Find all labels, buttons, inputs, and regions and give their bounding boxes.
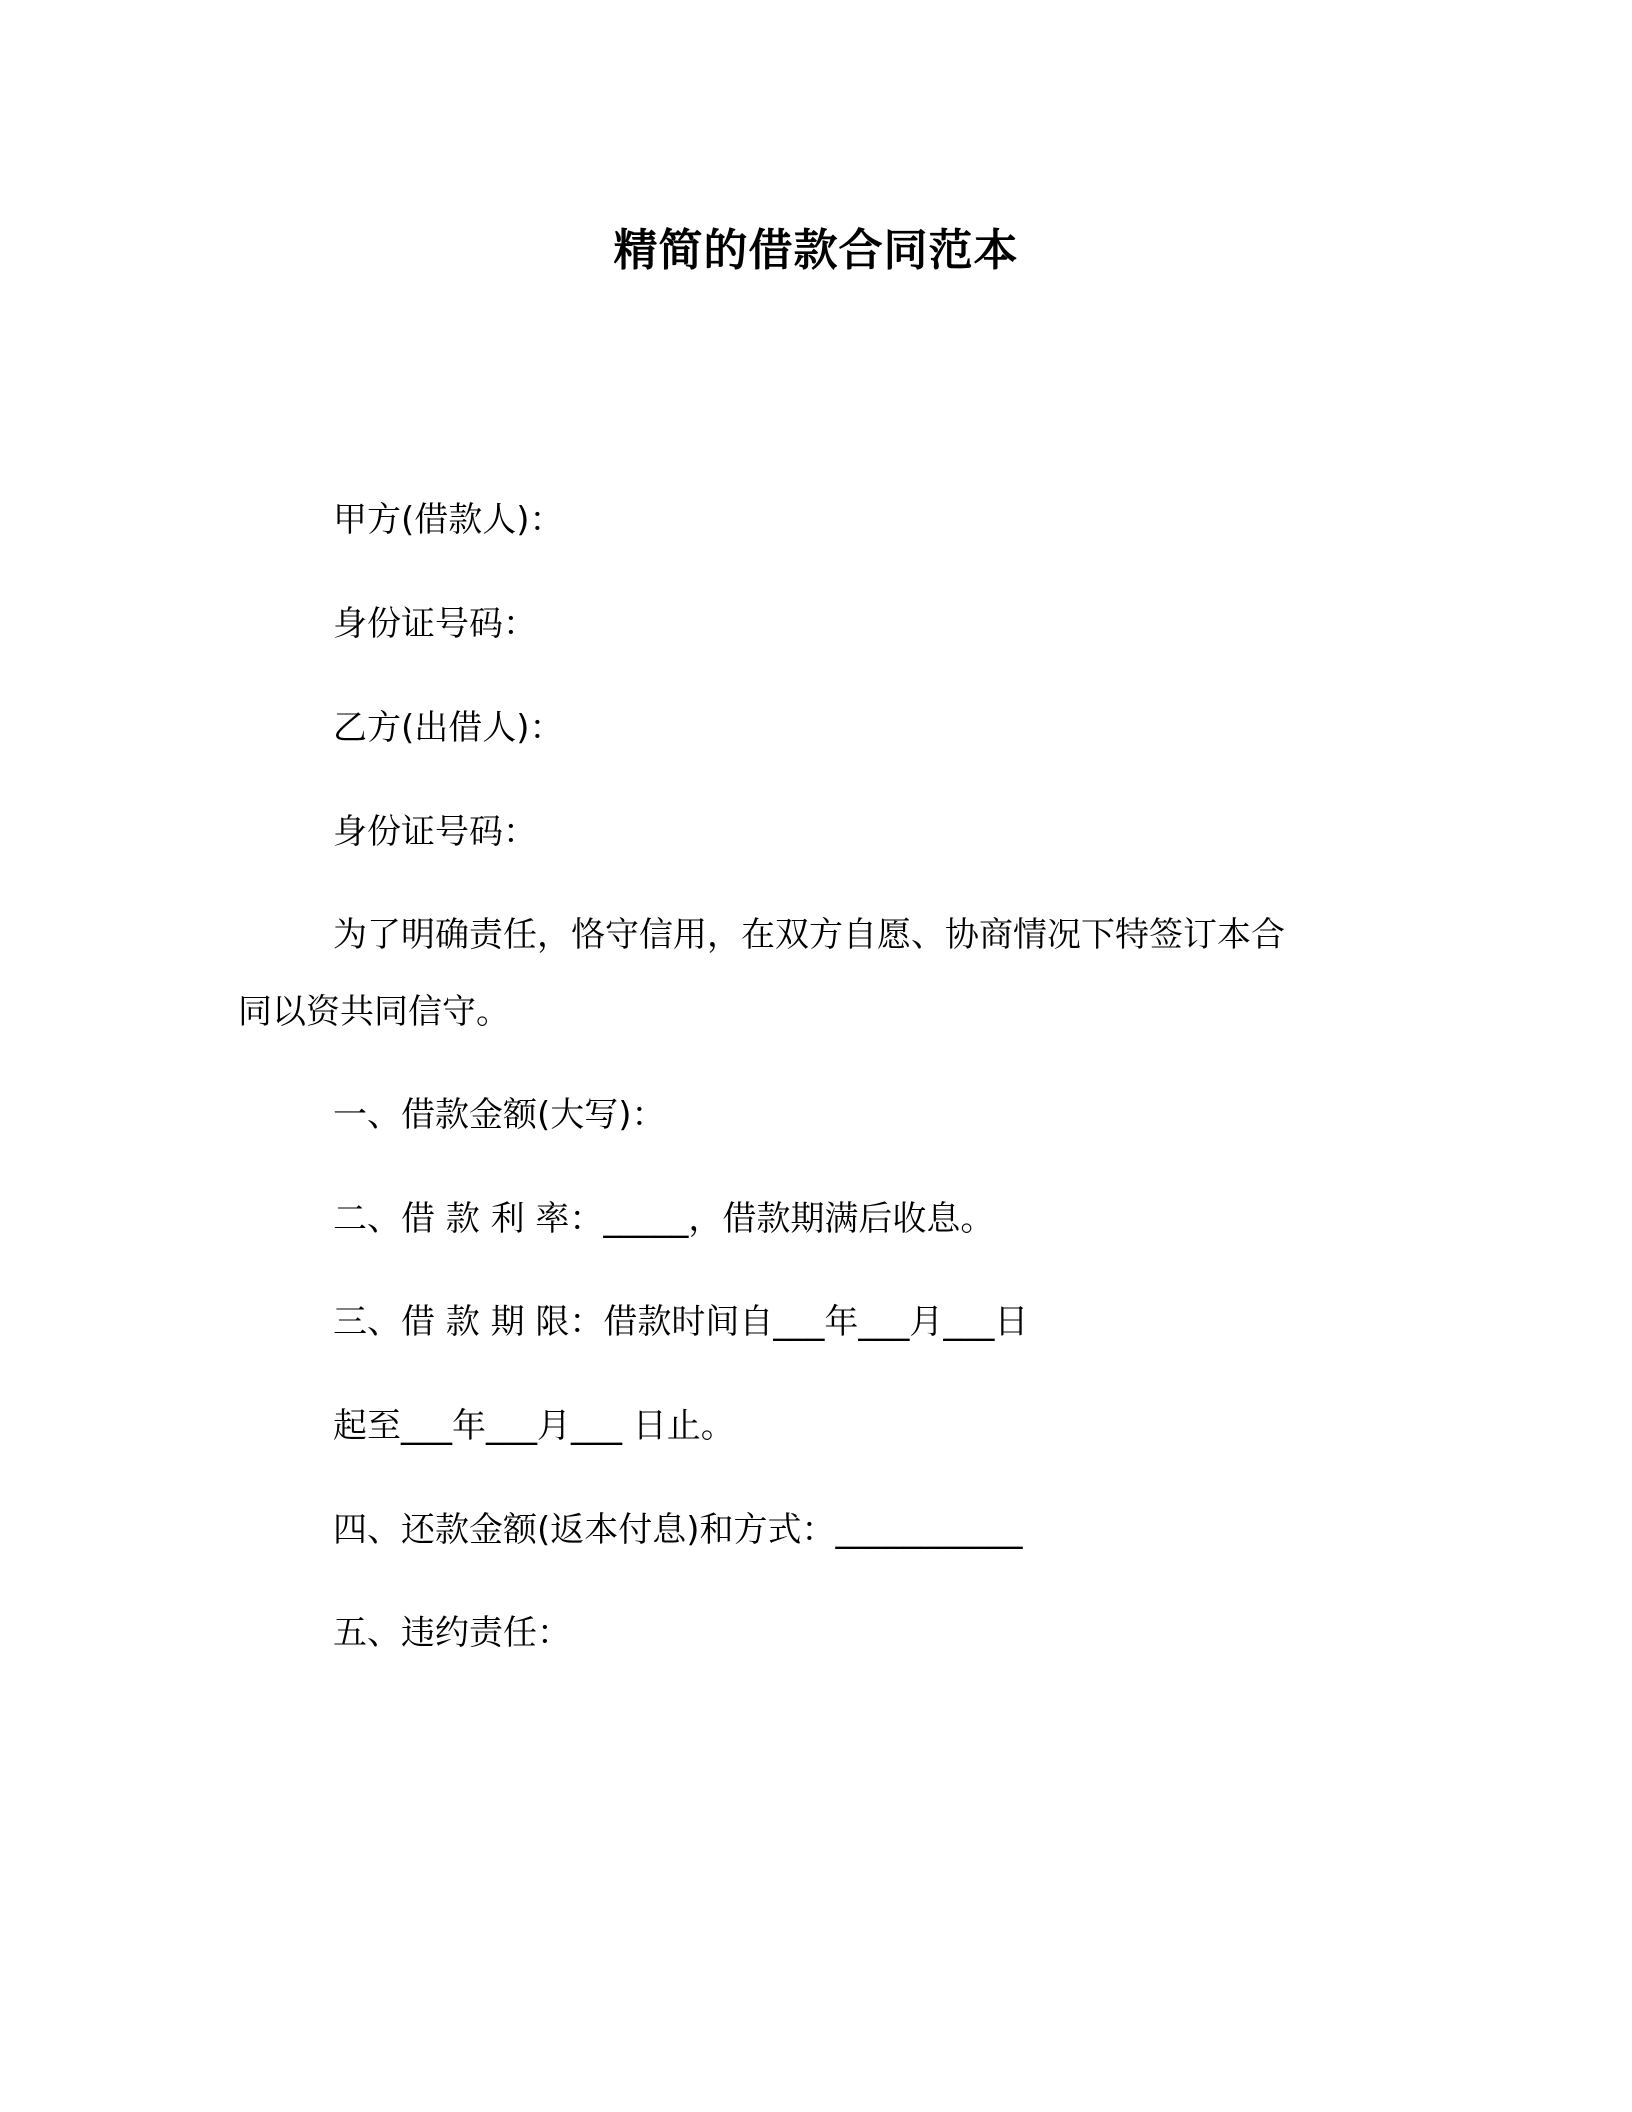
clause-4-repayment: 四、还款金额(返本付息)和方式：___________ bbox=[333, 1510, 1023, 1550]
preamble-line-1: 为了明确责任，恪守信用，在双方自愿、协商情况下特签订本合 bbox=[333, 915, 1285, 955]
preamble-line-2: 同以资共同信守。 bbox=[238, 992, 510, 1032]
clause-5-liability: 五、违约责任： bbox=[333, 1613, 571, 1653]
clause-3-term-line-1: 三、借 款 期 限：借款时间自___年___月___日 bbox=[333, 1302, 1029, 1342]
clause-2-interest-rate: 二、借 款 利 率：_____，借款期满后收息。 bbox=[333, 1199, 995, 1239]
clause-1-loan-amount: 一、借款金额(大写)： bbox=[333, 1095, 666, 1135]
party-b-label: 乙方(出借人)： bbox=[333, 708, 564, 748]
party-b-id-label: 身份证号码： bbox=[333, 812, 537, 852]
document-title: 精简的借款合同范本 bbox=[613, 225, 1019, 276]
clause-3-term-line-2: 起至___年___月___ 日止。 bbox=[333, 1406, 735, 1446]
party-a-id-label: 身份证号码： bbox=[333, 604, 537, 644]
party-a-label: 甲方(借款人)： bbox=[333, 500, 564, 540]
